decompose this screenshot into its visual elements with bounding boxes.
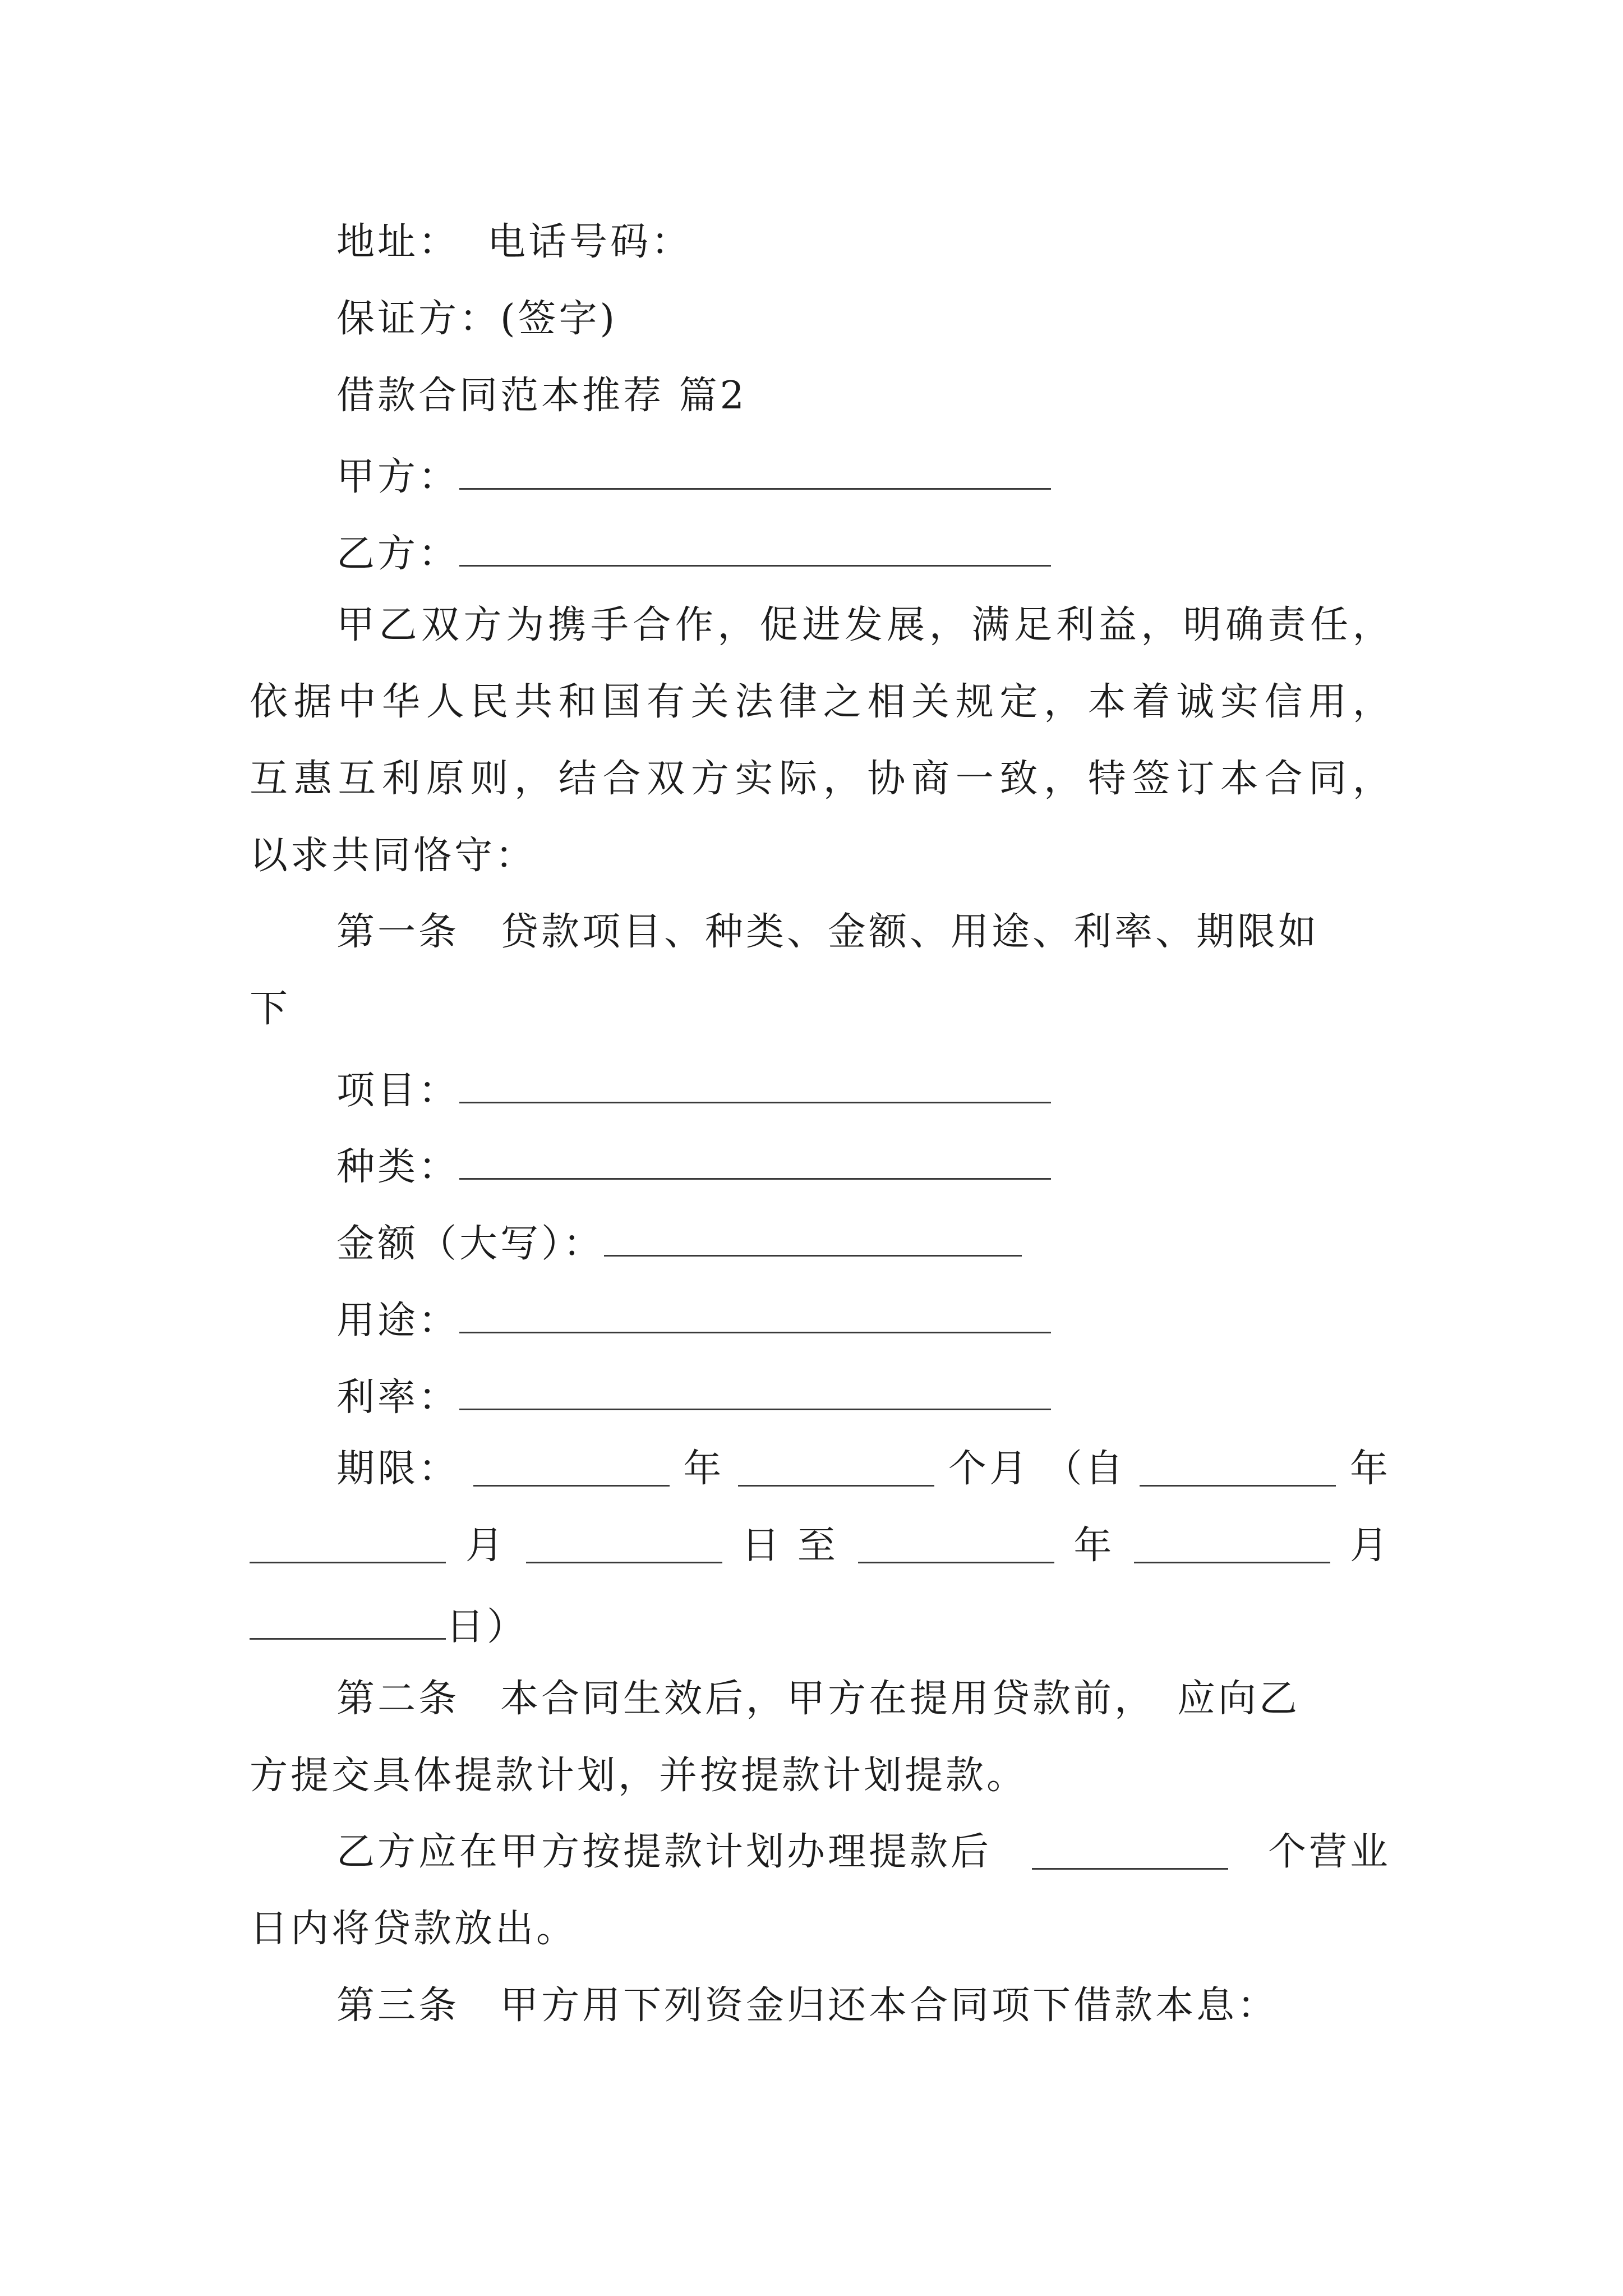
business-days-blank: [1032, 1833, 1228, 1870]
intro-line-4: 以求共同恪守：: [250, 834, 537, 878]
type-label: 种类：: [336, 1145, 460, 1189]
term-months-blank: [738, 1450, 934, 1487]
address-line: [336, 220, 693, 264]
guarantor-line: 保证方：(签字): [336, 297, 618, 341]
type-blank: [459, 1143, 1051, 1180]
amount-line: [336, 1220, 1022, 1266]
term-year2: 年: [1349, 1447, 1391, 1491]
term-years-blank: [473, 1450, 670, 1487]
disburse-line-2: 日内将贷款放出。: [250, 1907, 578, 1951]
article-1-line-1: 第一条 贷款项目、种类、金额、用途、利率、期限如: [336, 910, 1320, 954]
project-blank: [459, 1067, 1051, 1103]
term-day-to: 日 至: [741, 1524, 838, 1568]
term-year3: 年: [1073, 1524, 1115, 1568]
end-year-blank: [858, 1527, 1054, 1563]
term-month2: 月: [1349, 1524, 1391, 1568]
type-line: [336, 1143, 1051, 1189]
purpose-blank: [459, 1297, 1051, 1333]
party-b-blank: [459, 530, 1051, 567]
rate-blank: [459, 1374, 1051, 1410]
start-month-blank: [250, 1527, 446, 1563]
article-1-line-2: 下: [250, 987, 291, 1031]
section-heading: 借款合同范本推荐 篇2: [336, 374, 747, 418]
party-a-line: [336, 453, 1051, 499]
term-line-3: [250, 1603, 528, 1649]
rate-line: [336, 1374, 1051, 1420]
rate-label: 利率：: [336, 1375, 460, 1420]
term-day-end: 日）: [446, 1605, 528, 1649]
party-b-label: 乙方：: [336, 532, 460, 576]
article-2-line-1: 第二条 本合同生效后，甲方在提用贷款前， 应向乙: [336, 1677, 1301, 1721]
phone-label: 电话号码：: [487, 220, 693, 264]
term-month: 月: [465, 1524, 506, 1568]
project-label: 项目：: [336, 1069, 460, 1113]
intro-line-1: 甲 乙 双 方 为 携 手 合 作 ， 促 进 发 展 ， 满 足 利 益 ， 明 确 责 任 ，: [336, 603, 1391, 647]
term-year: 年: [683, 1447, 725, 1491]
term-line-1: [336, 1447, 1391, 1491]
party-b-line: [336, 530, 1051, 576]
start-year-blank: [1140, 1450, 1336, 1487]
amount-blank: [604, 1220, 1022, 1257]
purpose-label: 用途：: [336, 1299, 460, 1343]
intro-line-3: 互 惠 互 利 原 则 ， 结 合 双 方 实 际 ， 协 商 一 致 ， 特 签 订 本 合 同 ，: [250, 757, 1391, 801]
end-day-blank: [250, 1603, 446, 1640]
term-label: 期限：: [336, 1447, 460, 1491]
term-from: （自: [1044, 1447, 1126, 1491]
party-a-blank: [459, 453, 1051, 490]
disburse-line-1: [336, 1830, 1391, 1874]
article-2-line-2: 方提交具体提款计划，并按提款计划提款。: [250, 1754, 1028, 1798]
project-line: [336, 1067, 1051, 1113]
amount-label: 金额（大写）：: [336, 1222, 605, 1266]
start-day-blank: [526, 1527, 722, 1563]
intro-line-2: 依 据 中 华 人 民 共 和 国 有 关 法 律 之 相 关 规 定 ， 本 着 诚 实 信 用 ，: [250, 680, 1391, 724]
purpose-line: [336, 1297, 1051, 1343]
disburse-after: 个营业: [1267, 1830, 1391, 1874]
disburse-before: 乙方应在甲方按提款计划办理提款后: [336, 1830, 992, 1874]
end-month-blank: [1134, 1527, 1330, 1563]
address-label: 地址：: [336, 220, 460, 264]
term-months: 个月: [948, 1447, 1030, 1491]
term-line-2: [250, 1524, 1391, 1568]
party-a-label: 甲方：: [336, 455, 460, 499]
article-3-line: 第三条 甲方用下列资金归还本合同项下借款本息：: [336, 1984, 1279, 2028]
